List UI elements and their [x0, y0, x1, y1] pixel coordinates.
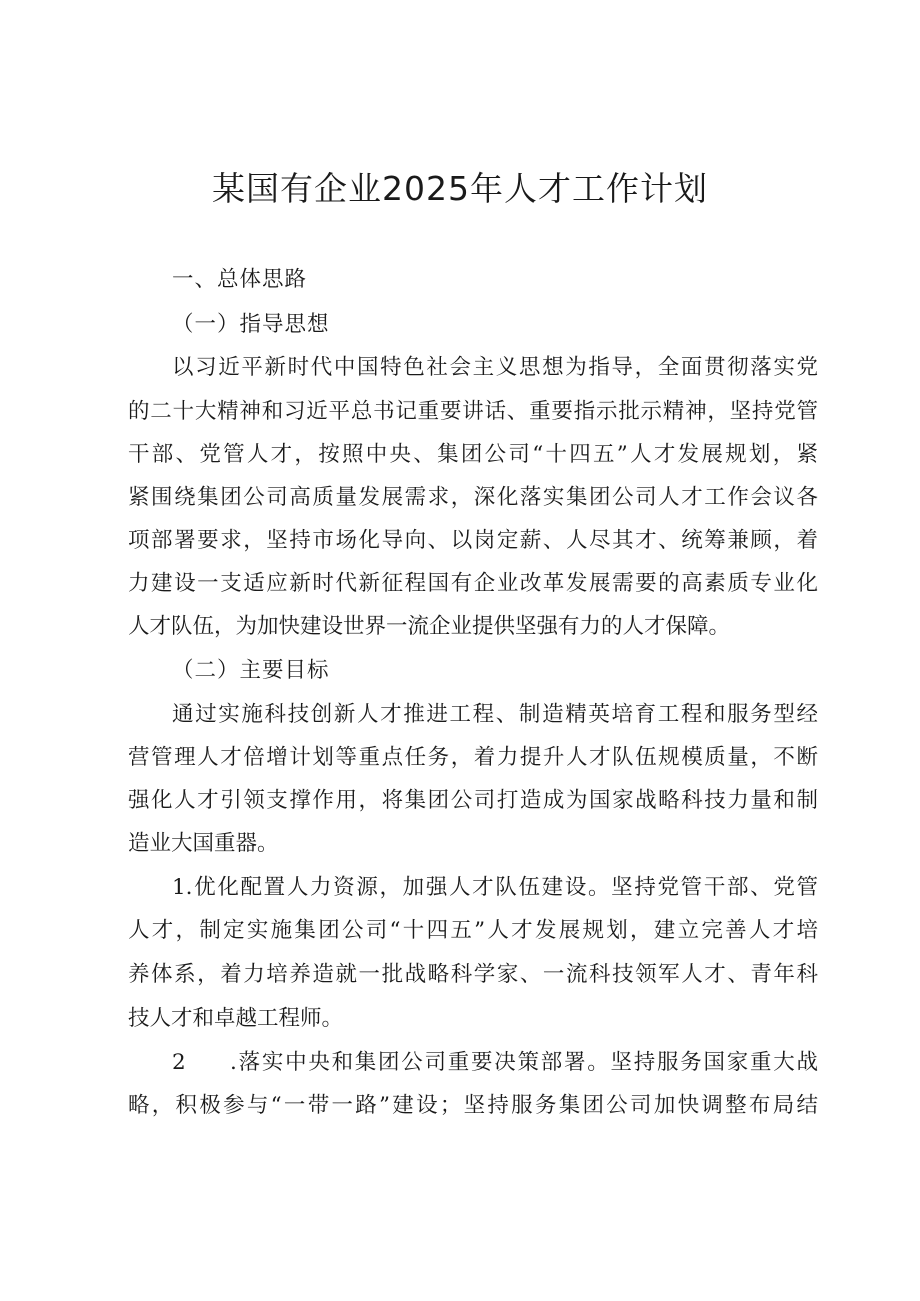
list-item-1-line: 技人才和卓越工程师。 — [128, 1006, 344, 1031]
paragraph-line: 通过实施科技创新人才推进工程、制造精英培育工程和服务型经 — [172, 702, 818, 727]
paragraph-line: 紧围绕集团公司高质量发展需求，深化落实集团公司人才工作会议各 — [128, 485, 818, 510]
paragraph-line: 项部署要求，坚持市场化导向、以岗定薪、人尽其才、统筹兼顾，着 — [128, 528, 818, 553]
list-item-1-line: 1.优化配置人力资源，加强人才队伍建设。坚持党管干部、党管 — [172, 875, 818, 900]
paragraph-line: 营管理人才倍增计划等重点任务，着力提升人才队伍规模质量，不断 — [128, 745, 818, 770]
subsection-heading-main-goals: （二）主要目标 — [172, 658, 330, 683]
paragraph-line: 强化人才引领支撑作用，将集团公司打造成为国家战略科技力量和制 — [128, 788, 818, 813]
subsection-heading-guiding-ideology: （一）指导思想 — [172, 312, 330, 337]
list-item-2-line: 略，积极参与“一带一路”建设；坚持服务集团公司加快调整布局结 — [128, 1093, 818, 1118]
document-title: 某国有企业2025年人才工作计划 — [212, 169, 708, 208]
list-item-2-line: .落实中央和集团公司重要决策部署。坚持服务国家重大战 — [230, 1050, 818, 1075]
paragraph-line: 的二十大精神和习近平总书记重要讲话、重要指示批示精神，坚持党管 — [128, 399, 818, 424]
list-item-1-line: 人才，制定实施集团公司“十四五”人才发展规划，建立完善人才培 — [128, 918, 818, 943]
paragraph-line: 力建设一支适应新时代新征程国有企业改革发展需要的高素质专业化 — [128, 571, 818, 596]
paragraph-line: 干部、党管人才，按照中央、集团公司“十四五”人才发展规划，紧 — [128, 442, 818, 467]
list-item-2-number: 2 — [172, 1050, 186, 1075]
paragraph-line: 人才队伍，为加快建设世界一流企业提供坚强有力的人才保障。 — [128, 614, 731, 639]
list-item-1-line: 养体系，着力培养造就一批战略科学家、一流科技领军人才、青年科 — [128, 962, 818, 987]
section-heading-overall-approach: 一、总体思路 — [172, 267, 308, 292]
paragraph-line: 造业大国重器。 — [128, 831, 279, 856]
paragraph-line: 以习近平新时代中国特色社会主义思想为指导，全面贯彻落实党 — [172, 355, 818, 380]
